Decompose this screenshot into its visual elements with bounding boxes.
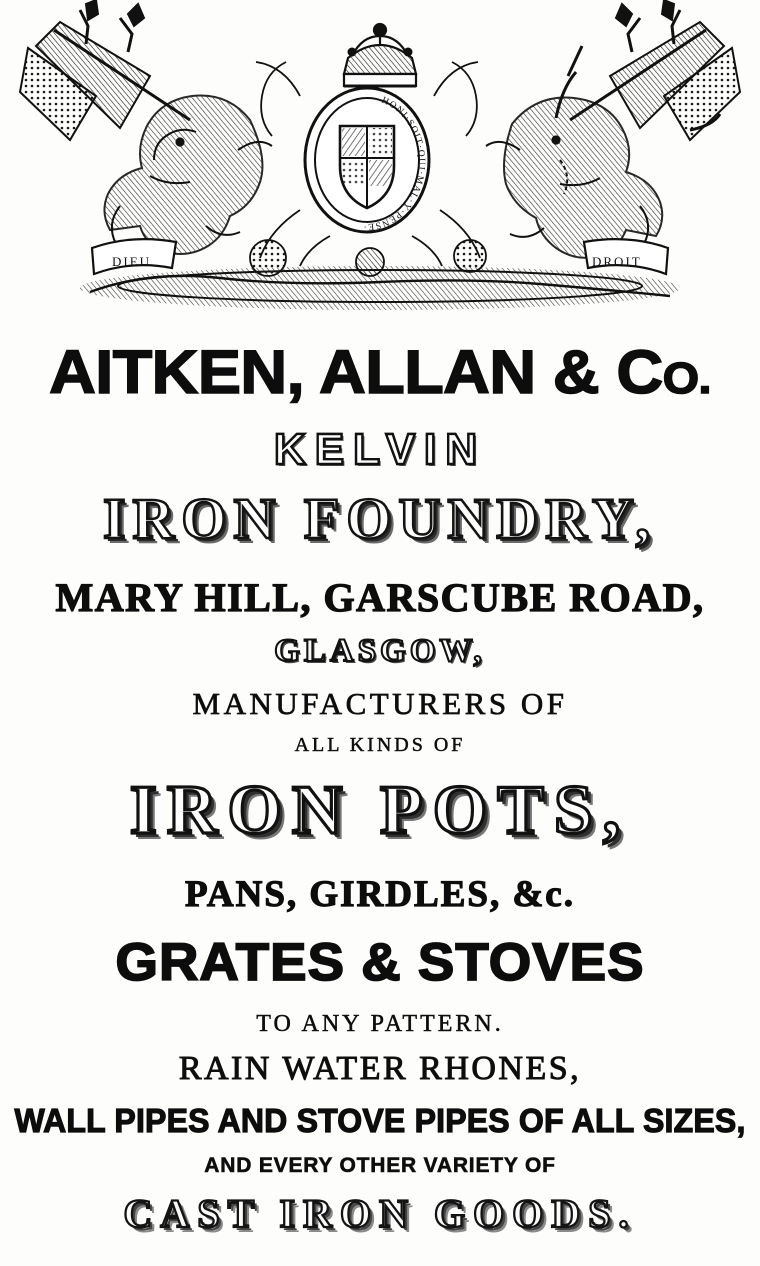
- works-type: IRON FOUNDRY,: [102, 486, 658, 551]
- garter-and-shield: [305, 88, 429, 232]
- garter-motto: HONI·SOIT·QUI·MAL·Y·PENSE·: [362, 95, 426, 232]
- all-kinds-of-label: ALL KINDS OF: [294, 734, 466, 756]
- product-grates-stoves: GRATES & STOVES: [115, 933, 645, 992]
- to-any-pattern-label: TO ANY PATTERN.: [256, 1011, 504, 1037]
- city: GLASGOW,: [274, 633, 486, 669]
- company-name-main: AITKEN, ALLAN & C: [49, 338, 663, 406]
- crown: [344, 24, 416, 86]
- lion-supporter: [104, 96, 272, 255]
- coat-of-arms-svg: [0, 0, 760, 318]
- product-iron-pots: IRON POTS,: [129, 772, 631, 849]
- svg-text:DIEU: DIEU: [112, 254, 152, 269]
- motto-scroll-right: [584, 239, 668, 274]
- motto-scroll-left: [92, 239, 176, 274]
- product-rain-water-rhones: RAIN WATER RHONES,: [178, 1050, 582, 1087]
- every-other-variety-label: AND EVERY OTHER VARIETY OF: [204, 1154, 556, 1177]
- street-address: MARY HILL, GARSCUBE ROAD,: [55, 575, 705, 620]
- product-wall-and-stove-pipes: WALL PIPES AND STOVE PIPES OF ALL SIZES,: [14, 1102, 746, 1139]
- works-name: KELVIN: [0, 425, 760, 475]
- company-name: [0, 338, 760, 406]
- product-pans-girdles: PANS, GIRDLES, &c.: [185, 874, 575, 915]
- advertisement-text-block: [0, 338, 760, 1237]
- royal-coat-of-arms-illustration: [0, 0, 760, 318]
- svg-text:DROIT: DROIT: [592, 254, 642, 269]
- company-name-suffix: O.: [662, 354, 711, 403]
- product-cast-iron-goods: CAST IRON GOODS.: [123, 1191, 637, 1236]
- manufacturers-label: MANUFACTURERS OF: [192, 686, 568, 721]
